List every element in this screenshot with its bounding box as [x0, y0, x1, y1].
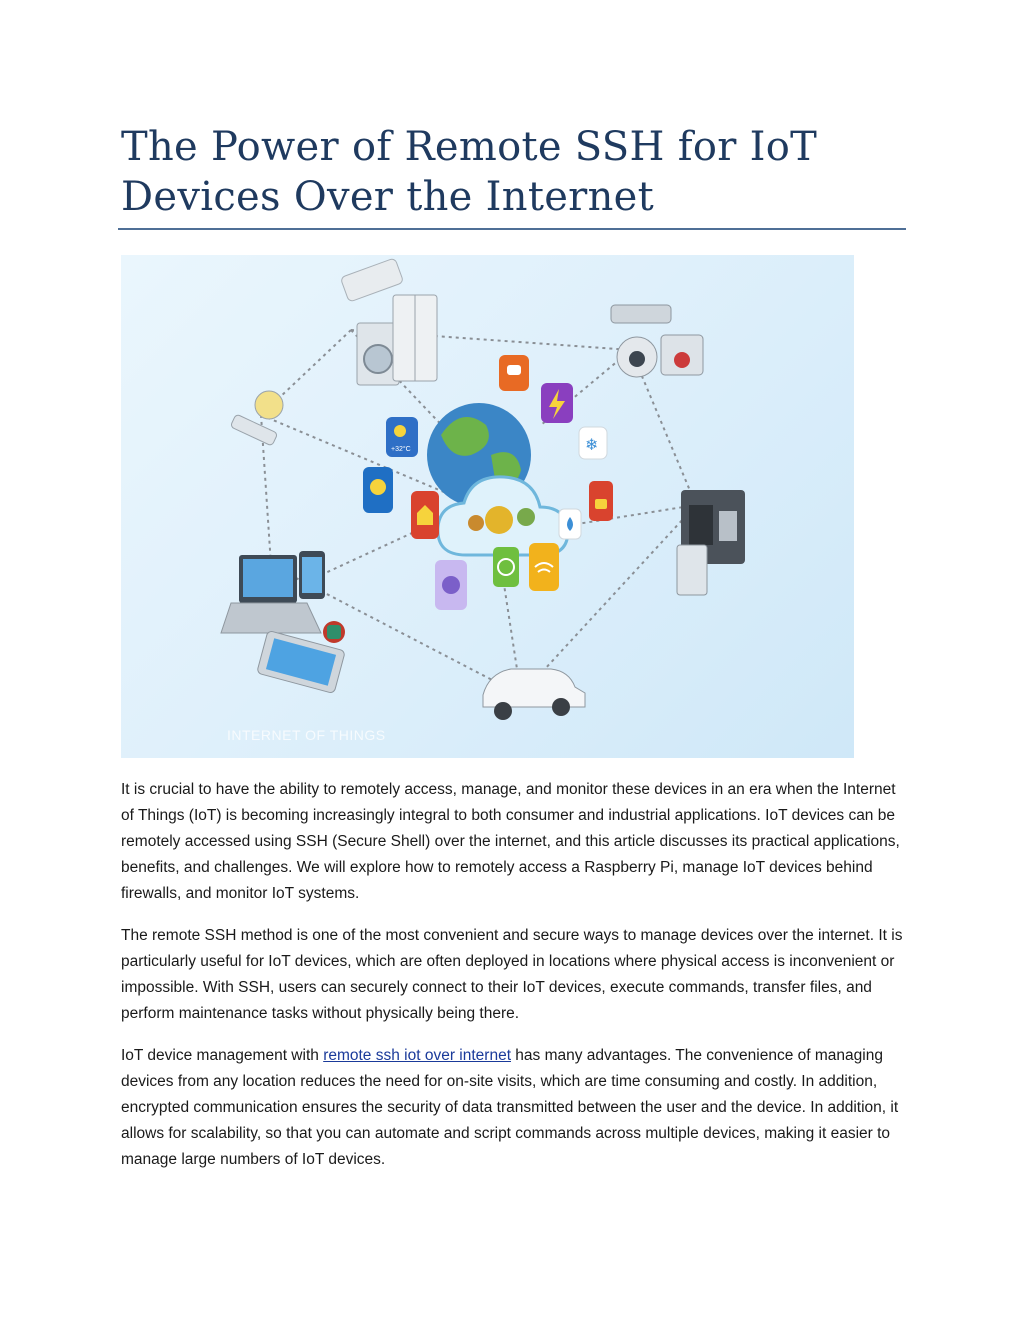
car-icon	[483, 669, 585, 720]
paragraph-advantages-rest: has many advantages. The convenience of managing devices from any location reduces the need for on-site visits, which are time consuming and costly. In addition, encrypted communication ensures the security of data transmitted between the user and the device. In addition, it allows for scalability, so that you can automate and script commands across multiple devices, making it easier to manage large numbers of IoT devices.	[121, 1047, 899, 1168]
wifi-icon	[529, 543, 559, 591]
compass-icon	[435, 560, 467, 610]
iot-illustration	[121, 255, 854, 758]
illustration-caption: INTERNET OF THINGS	[227, 727, 386, 743]
home-icon	[411, 491, 439, 539]
lightbulb-icon	[363, 467, 393, 513]
smart-lock-icon	[677, 490, 745, 595]
title-underline	[118, 228, 906, 230]
remote-ssh-iot-link[interactable]: remote ssh iot over internet	[323, 1047, 511, 1064]
water-drop-icon	[559, 509, 581, 539]
security-camera-icon	[611, 305, 703, 377]
paragraph-advantages-lead: IoT device management with	[121, 1047, 324, 1064]
smartphone-icon	[299, 551, 325, 599]
weather-temperature-label: +32°C	[391, 446, 411, 453]
snowflake-icon	[579, 427, 607, 459]
lightning-icon	[541, 383, 573, 423]
lock-icon	[589, 481, 613, 521]
network-globe-icon	[493, 547, 519, 587]
weather-icon	[386, 417, 418, 457]
title-line-2: Devices Over the Internet	[121, 174, 655, 220]
paragraph-intro: It is crucial to have the ability to remotely access, manage, and monitor these devices in an era when the Internet of Things (IoT) is becoming increasingly integral to both consumer and industrial applications. IoT devices can be remotely accessed using SSH (Secure Shell) over the internet, and this article discusses its practical applications, benefits, and challenges. We will explore how to remotely access a Raspberry Pi, manage IoT devices behind firewalls, and monitor IoT systems.	[121, 781, 900, 902]
refrigerator-icon	[393, 295, 437, 381]
title-line-1: The Power of Remote SSH for IoT	[121, 124, 818, 170]
chat-icon	[499, 355, 529, 391]
smart-bulb-icon	[230, 391, 283, 446]
paragraph-advantages	[121, 1043, 911, 1173]
page-title	[121, 122, 881, 222]
smartwatch-icon	[323, 621, 345, 643]
svg-text:❄: ❄	[585, 435, 599, 454]
iot-illustration-svg	[121, 255, 854, 758]
paragraph-remote-ssh: The remote SSH method is one of the most convenient and secure ways to manage devices over the internet. It is particularly useful for IoT devices, which are often deployed in locations where physical access is inconvenient or impossible. With SSH, users can securely connect to their IoT devices, execute commands, transfer files, and perform maintenance tasks without physically being there.	[121, 927, 903, 1022]
